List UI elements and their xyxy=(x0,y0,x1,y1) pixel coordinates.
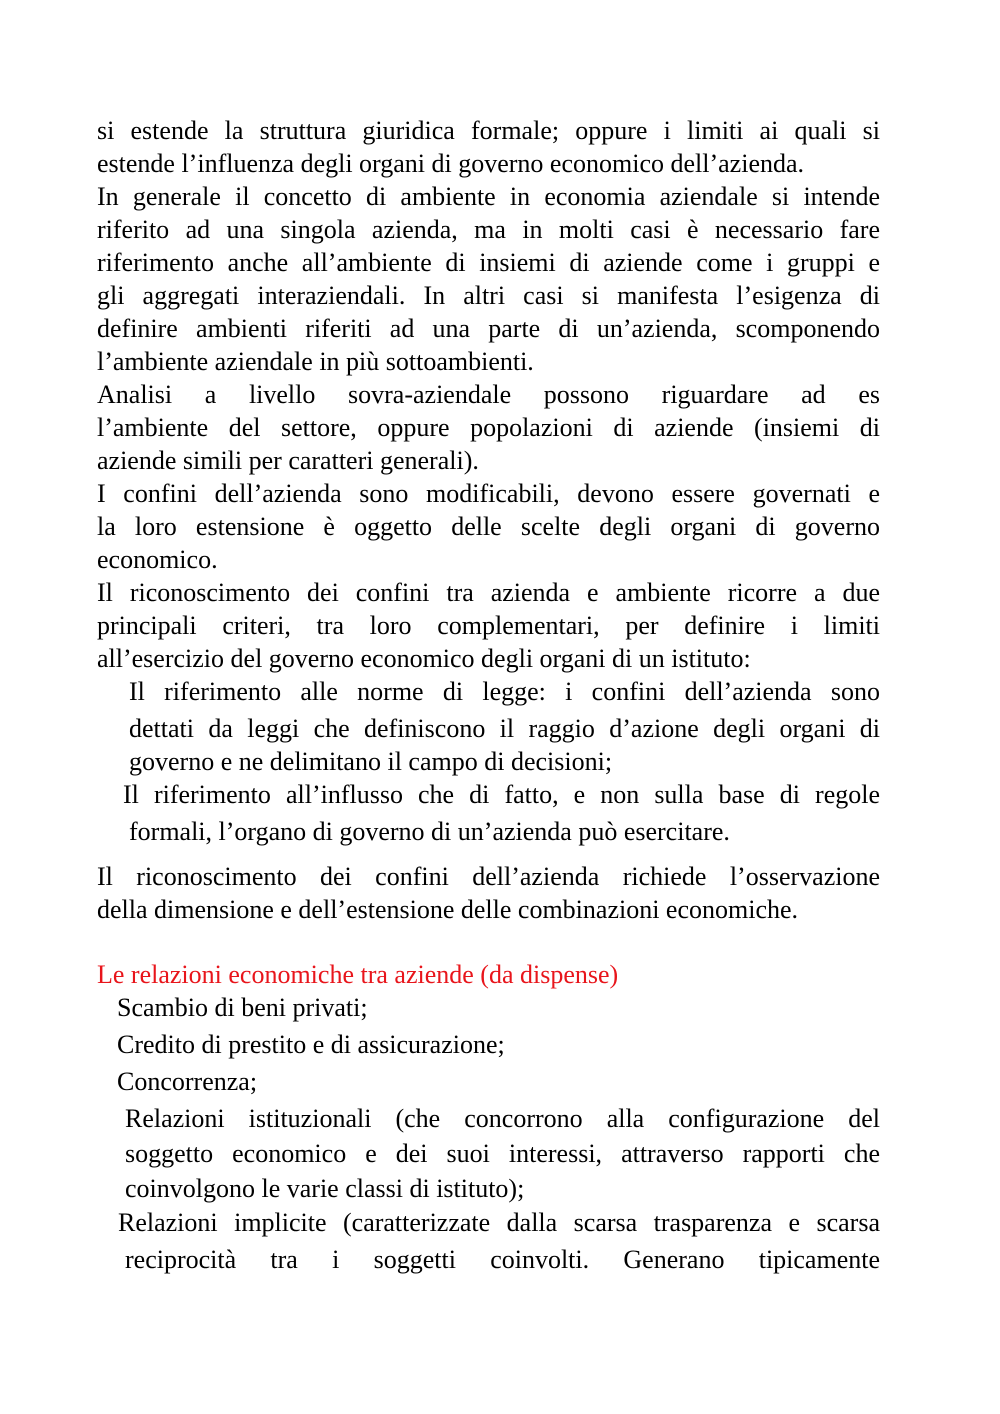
paragraph-line: si estende la struttura giuridica formale; oppure i limiti ai quali si xyxy=(97,116,880,145)
list-item-line: coinvolgono le varie classi di istituto); xyxy=(125,1174,525,1203)
paragraph-line: gli aggregati interaziendali. In altri casi si manifesta l’esigenza di xyxy=(97,281,880,310)
list-item-line: Relazioni implicite (caratterizzate dalla scarsa trasparenza e scarsa xyxy=(118,1208,880,1237)
list-item-line: Scambio di beni privati; xyxy=(117,993,368,1022)
paragraph-line: Il riconoscimento dei confini dell’azienda richiede l’osservazione xyxy=(97,862,880,891)
paragraph-line: la loro estensione è oggetto delle scelte degli organi di governo xyxy=(97,512,880,541)
paragraph-line: riferito ad una singola azienda, ma in molti casi è necessario fare xyxy=(97,215,880,244)
paragraph-line: economico. xyxy=(97,545,218,574)
list-item-line: dettati da leggi che definiscono il raggio d’azione degli organi di xyxy=(129,714,880,743)
paragraph-line: l’ambiente aziendale in più sottoambienti. xyxy=(97,347,534,376)
list-item-line: Concorrenza; xyxy=(117,1067,258,1096)
paragraph-line: aziende simili per caratteri generali). xyxy=(97,446,479,475)
list-item-line: Relazioni istituzionali (che concorrono alla configurazione del xyxy=(125,1104,880,1133)
section-heading: Le relazioni economiche tra aziende (da dispense) xyxy=(97,960,619,989)
list-item-line: Il riferimento alle norme di legge: i confini dell’azienda sono xyxy=(129,677,880,706)
paragraph-line: principali criteri, tra loro complementari, per definire i limiti xyxy=(97,611,880,640)
paragraph-line: della dimensione e dell’estensione delle combinazioni economiche. xyxy=(97,895,799,924)
list-item-line: soggetto economico e dei suoi interessi, attraverso rapporti che xyxy=(125,1139,880,1168)
paragraph-line: Il riconoscimento dei confini tra azienda e ambiente ricorre a due xyxy=(97,578,880,607)
paragraph-line: l’ambiente del settore, oppure popolazioni di aziende (insiemi di xyxy=(97,413,880,442)
paragraph-line: riferimento anche all’ambiente di insiemi di aziende come i gruppi e xyxy=(97,248,880,277)
list-item-line: Credito di prestito e di assicurazione; xyxy=(117,1030,505,1059)
paragraph-line: Analisi a livello sovra-aziendale possono riguardare ad es xyxy=(97,380,880,409)
paragraph-line: all’esercizio del governo economico degli organi di un istituto: xyxy=(97,644,751,673)
list-item-line: Il riferimento all’influsso che di fatto, e non sulla base di regole xyxy=(123,780,880,809)
paragraph-line: estende l’influenza degli organi di governo economico dell’azienda. xyxy=(97,149,805,178)
paragraph-line: definire ambienti riferiti ad una parte di un’azienda, scomponendo xyxy=(97,314,880,343)
list-item-line: governo e ne delimitano il campo di decisioni; xyxy=(129,747,613,776)
paragraph-line: In generale il concetto di ambiente in economia aziendale si intende xyxy=(97,182,880,211)
list-item-line: reciprocità tra i soggetti coinvolti. Generano tipicamente xyxy=(125,1245,880,1274)
paragraph-line: I confini dell’azienda sono modificabili, devono essere governati e xyxy=(97,479,880,508)
list-item-line: formali, l’organo di governo di un’azienda può esercitare. xyxy=(129,817,730,846)
